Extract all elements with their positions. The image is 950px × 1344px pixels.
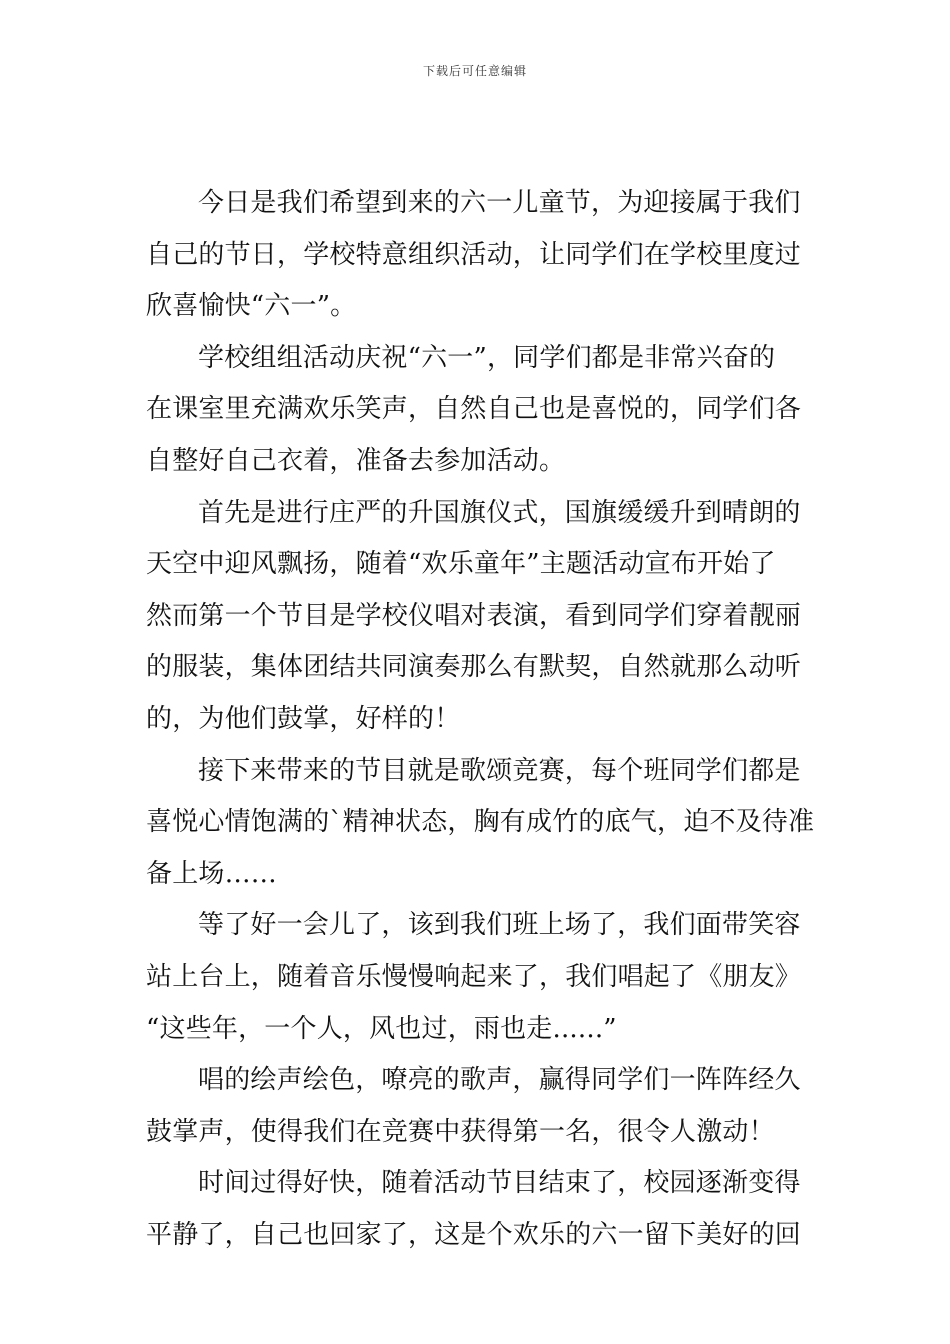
text-line: 鼓掌声，使得我们在竞赛中获得第一名，很令人激动！ xyxy=(146,1116,775,1147)
text-line: 备上场…… xyxy=(146,858,278,889)
text-line: 然而第一个节目是学校仪唱对表演，看到同学们穿着靓丽 xyxy=(146,600,802,631)
text-line: 唱的绘声绘色，嘹亮的歌声，赢得同学们一阵阵经久 xyxy=(198,1065,801,1096)
text-line: 自整好自己衣着，准备去参加活动。 xyxy=(146,445,566,476)
text-line: 天空中迎风飘扬，随着“欢乐童年”主题活动宣布开始了 xyxy=(146,549,776,580)
text-line: 平静了，自己也回家了，这是个欢乐的六一留下美好的回 xyxy=(146,1219,802,1250)
text-line: 自己的节日，学校特意组织活动，让同学们在学校里度过 xyxy=(146,239,802,270)
text-line: 等了好一会儿了，该到我们班上场了，我们面带笑容 xyxy=(198,910,801,941)
text-line: 站上台上，随着音乐慢慢响起来了，我们唱起了《朋友》 xyxy=(146,961,802,992)
text-line: 的服装，集体团结共同演奏那么有默契，自然就那么动听 xyxy=(146,652,802,683)
page-header-note: 下载后可任意编辑 xyxy=(422,64,527,78)
text-line: 欣喜愉快“六一”。 xyxy=(146,291,357,322)
text-line: 时间过得好快，随着活动节目结束了，校园逐渐变得 xyxy=(198,1168,801,1199)
text-line: “这些年，一个人，风也过，雨也走......” xyxy=(146,1013,617,1044)
text-line: 接下来带来的节目就是歌颂竞赛，每个班同学们都是 xyxy=(198,755,801,786)
text-line: 学校组组活动庆祝“六一”，同学们都是非常兴奋的 xyxy=(198,342,776,373)
text-line: 的，为他们鼓掌，好样的！ xyxy=(146,703,461,734)
text-line: 今日是我们希望到来的六一儿童节，为迎接属于我们 xyxy=(198,188,801,218)
text-line: 喜悦心情饱满的`精神状态，胸有成竹的底气，迫不及待准 xyxy=(146,807,815,838)
document-body xyxy=(146,178,815,1261)
text-line: 在课室里充满欢乐笑声，自然自己也是喜悦的，同学们各 xyxy=(146,394,802,425)
text-line: 首先是进行庄严的升国旗仪式，国旗缓缓升到晴朗的 xyxy=(198,497,801,528)
